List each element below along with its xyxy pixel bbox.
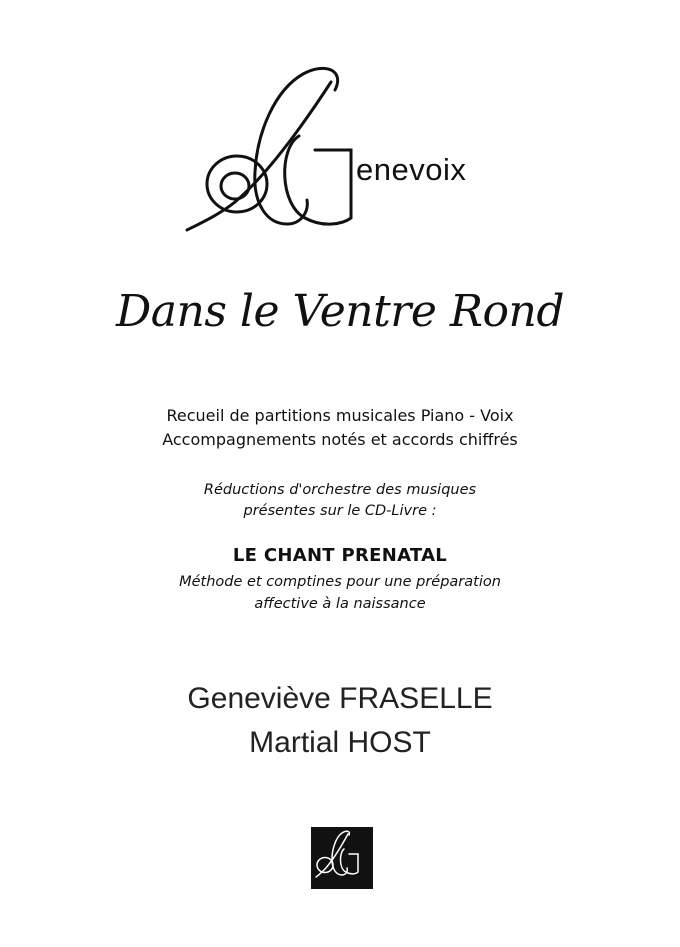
reduction-line-2: présentes sur le CD-Livre : [243, 503, 437, 519]
author-2: Martial HOST [249, 726, 431, 759]
source-book-title: LE CHANT PRENATAL [232, 545, 448, 566]
clef-inner-loop [221, 173, 249, 199]
subtitle-line-2: Accompagnements notés et accords chiffrés [162, 430, 518, 449]
g-bowl [285, 136, 351, 224]
clef-loop [207, 156, 267, 212]
source-book-desc-1: Méthode et comptines pour une préparation [179, 574, 501, 590]
genevoix-logo [175, 52, 505, 242]
author-1: Geneviève FRASELLE [187, 682, 493, 715]
logo-wordmark: enevoix [356, 152, 467, 187]
publisher-badge-icon [311, 827, 373, 889]
reduction-line-1: Réductions d'orchestre des musiques [203, 482, 477, 498]
subtitle-line-1: Recueil de partitions musicales Piano - Voix [166, 406, 514, 425]
source-book-desc-2: affective à la naissance [254, 596, 426, 612]
clef-diagonal [187, 82, 331, 230]
book-title: Dans le Ventre Rond [116, 286, 564, 337]
publisher-badge [311, 827, 373, 889]
